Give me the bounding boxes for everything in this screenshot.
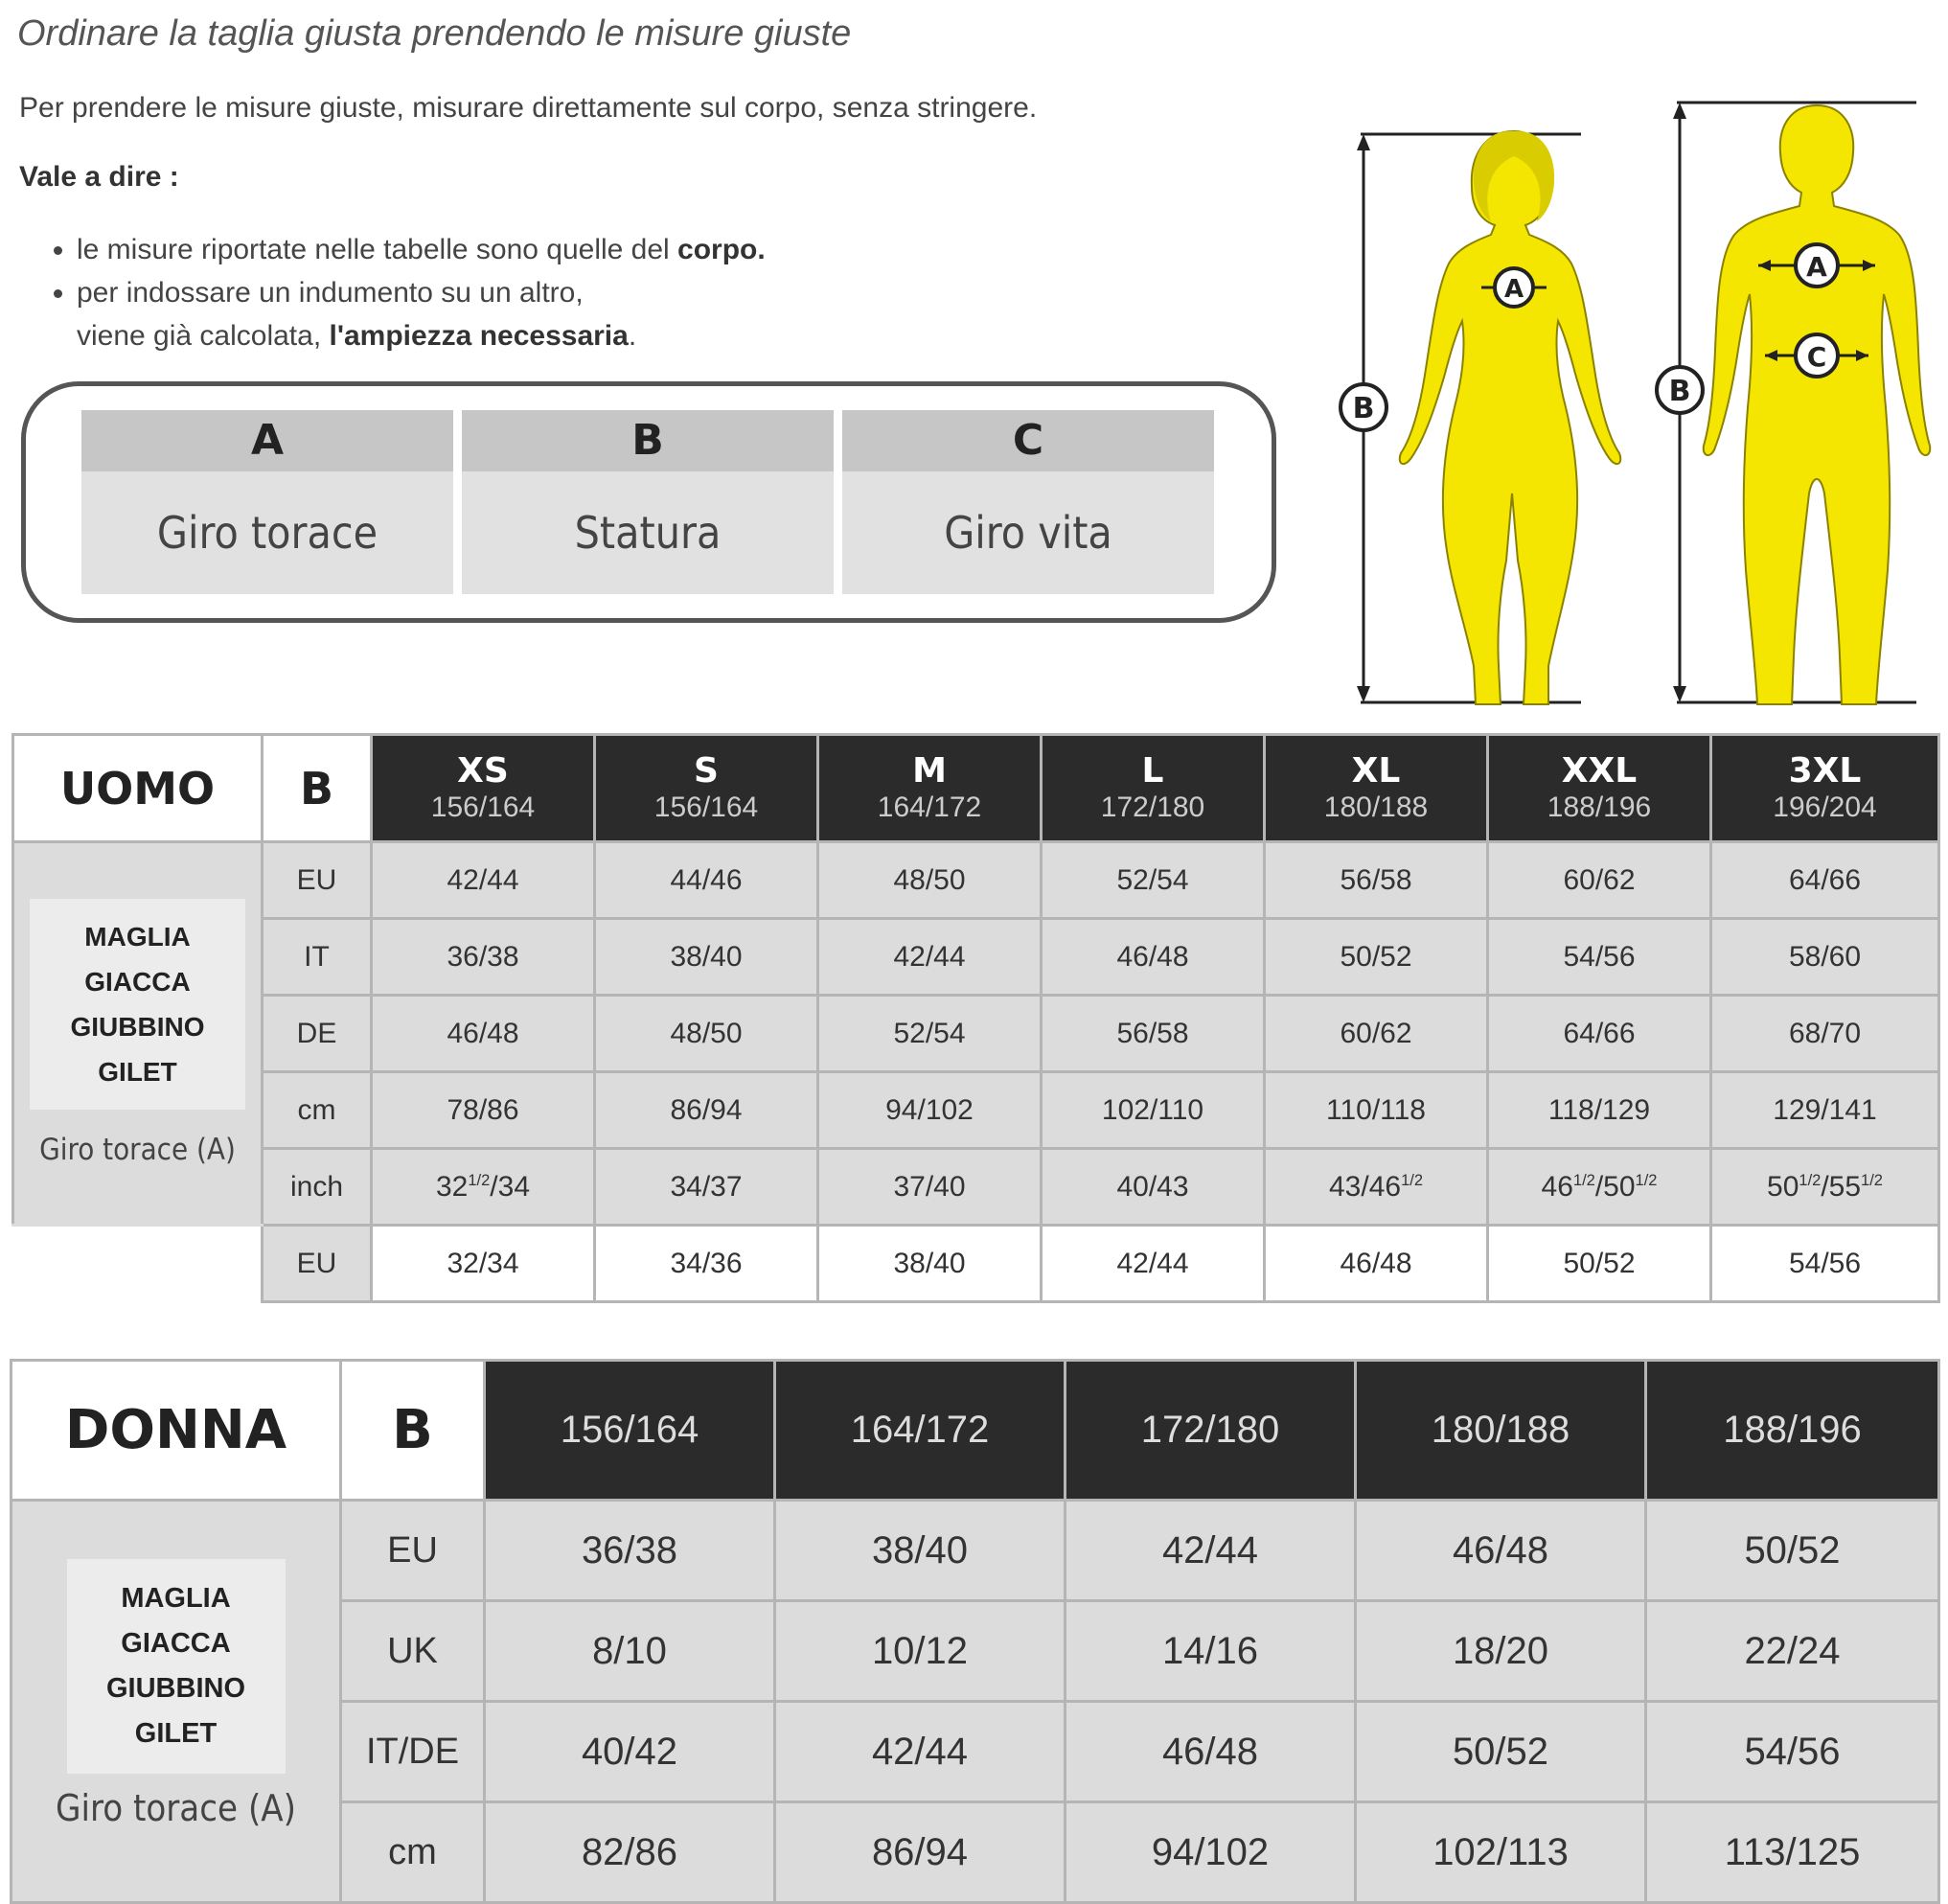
legend-cell-c [842,410,1214,594]
legend-cell-a [81,410,453,594]
legend-letter: A [81,410,453,471]
donna-title: DONNA [11,1361,341,1501]
donna-size-col: 172/180 [1066,1361,1356,1501]
measure-label: Giro torace (A) [39,1133,236,1167]
woman-marker-b: B [1352,392,1375,425]
donna-size-col: 188/196 [1646,1361,1939,1501]
table-row-last: EU 32/34 34/36 38/40 42/44 46/48 50/52 54/56 [13,1226,1939,1302]
size-col-3xl: 3XL 196/204 [1711,735,1939,842]
notes-list [38,228,1035,357]
vale-a-dire-heading: Vale a dire : [19,161,179,193]
table-row: UK 8/10 10/12 14/16 18/20 22/24 [11,1601,1939,1702]
woman-figure [1341,131,1620,704]
uomo-size-table [11,733,1940,1303]
size-col-xxl: XXL 188/196 [1488,735,1711,842]
table-row: MAGLIA GIACCA GIUBBINO GILET Giro torace (A) EU 36/38 38/40 42/44 46/48 50/52 [11,1501,1939,1601]
garment-list: MAGLIA GIACCA GIUBBINO GILET [30,899,245,1110]
legend-label: Giro vita [944,507,1112,559]
donna-size-table [10,1359,1940,1904]
legend-label: Statura [574,507,722,559]
size-col-s: S 156/164 [595,735,818,842]
legend-letter: B [462,410,834,471]
legend-cell-b [462,410,834,594]
uomo-title: UOMO [13,735,263,842]
note-item-1: • le misure riportate nelle tabelle sono quelle del corpo. [77,228,1035,271]
table-row: IT 36/38 38/40 42/44 46/48 50/52 54/56 58/60 [13,919,1939,996]
uomo-b-label: B [263,735,372,842]
measure-label: Giro torace (A) [55,1787,297,1829]
legend-label: Giro torace [156,507,378,559]
table-row: IT/DE 40/42 42/44 46/48 50/52 54/56 [11,1702,1939,1802]
size-col-m: M 164/172 [818,735,1042,842]
man-marker-b: B [1668,375,1691,408]
uomo-header-row [13,735,1939,842]
table-row: DE 46/48 48/50 52/54 56/58 60/62 64/66 68/70 [13,996,1939,1072]
man-marker-c: C [1806,341,1827,373]
size-col-l: L 172/180 [1042,735,1265,842]
donna-b-label: B [341,1361,485,1501]
intro-text: Per prendere le misure giuste, misurare direttamente sul corpo, senza stringere. [19,92,1038,124]
legend-letter: C [842,410,1214,471]
note-item-2: • per indossare un indumento su un altro, viene già calcolata, l'ampiezza necessaria. [77,271,1035,357]
donna-header-row [11,1361,1939,1501]
donna-size-col: 156/164 [485,1361,775,1501]
body-measure-illustration [1322,91,1936,733]
table-row-inch: inch $32^{1/2}/34$ 34/37 37/40 40/43 $43/46^{1/2}$ $46^{1/2}/50^{1/2}$ $50^{1/2}/55^{1/2}$ [13,1149,1939,1226]
donna-garment-group [11,1501,341,1903]
uomo-garment-group [13,842,263,1226]
woman-marker-a: A [1503,275,1524,304]
garment-list: MAGLIA GIACCA GIUBBINO GILET [67,1559,286,1774]
table-row: MAGLIA GIACCA GIUBBINO GILET Giro torace (A) EU 42/44 44/46 48/50 52/54 56/58 60/62 64/66 [13,842,1939,919]
page-title: Ordinare la taglia giusta prendendo le misure giuste [17,13,852,54]
donna-size-col: 180/188 [1356,1361,1646,1501]
table-row: cm 78/86 86/94 94/102 102/110 110/118 118/129 129/141 [13,1072,1939,1149]
size-col-xs: XS 156/164 [372,735,595,842]
donna-size-col: 164/172 [775,1361,1066,1501]
man-figure [1657,103,1930,704]
table-row: cm 82/86 86/94 94/102 102/113 113/125 [11,1802,1939,1903]
size-col-xl: XL 180/188 [1265,735,1488,842]
man-marker-a: A [1806,251,1827,283]
